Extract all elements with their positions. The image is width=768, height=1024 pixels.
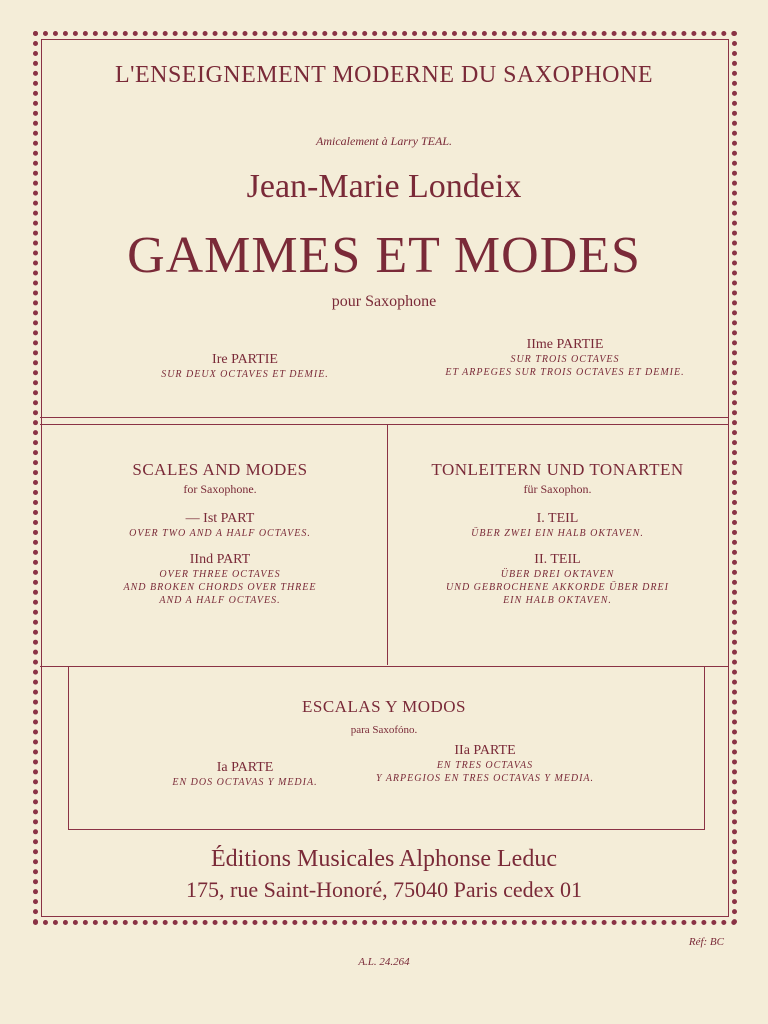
german-part2-desc-1: ÜBER DREI OKTAVEN: [500, 569, 615, 580]
divider-rule-top: [40, 417, 728, 418]
english-part2-desc-3: AND A HALF OCTAVES.: [159, 595, 281, 606]
french-part1-title: Ire PARTIE: [212, 352, 278, 367]
english-subtitle: for Saxophone.: [183, 482, 257, 496]
dedication: Amicalement à Larry TEAL.: [316, 134, 452, 148]
french-part2-title: IIme PARTIE: [526, 337, 604, 352]
series-title: L'ENSEIGNEMENT MODERNE DU SAXOPHONE: [114, 62, 654, 88]
english-title: SCALES AND MODES: [132, 460, 308, 479]
english-part1-title: — Ist PART: [185, 511, 255, 526]
catalog-number: A.L. 24.264: [358, 956, 410, 968]
french-part1-desc: SUR DEUX OCTAVES ET DEMIE.: [161, 369, 329, 380]
composer-name: Jean-Marie Londeix: [246, 168, 522, 205]
french-part-2: [410, 337, 720, 379]
english-section: [60, 460, 380, 607]
german-subtitle: für Saxophon.: [523, 482, 592, 496]
column-divider: [387, 425, 388, 665]
german-part2-desc-2: UND GEBROCHENE AKKORDE ÜBER DREI: [446, 582, 669, 593]
english-part2-desc-1: OVER THREE OCTAVES: [159, 569, 281, 580]
spanish-box-top: [40, 666, 728, 667]
publisher-address: 175, rue Saint-Honoré, 75040 Paris cedex 01: [186, 877, 582, 902]
german-part1-desc: ÜBER ZWEI EIN HALB OKTAVEN.: [471, 528, 644, 539]
spanish-box-left: [68, 666, 69, 829]
main-title: GAMMES ET MODES: [127, 227, 641, 284]
spanish-part1-title: Ia PARTE: [216, 760, 274, 775]
subtitle: pour Saxophone: [331, 293, 437, 310]
english-part1-desc: OVER TWO AND A HALF OCTAVES.: [129, 528, 311, 539]
german-section: [400, 460, 715, 607]
german-part2-desc-3: EIN HALB OKTAVEN.: [503, 595, 612, 606]
spanish-box-bottom: [68, 829, 705, 830]
spanish-part1-desc: EN DOS OCTAVAS Y MEDIA.: [172, 777, 318, 788]
spanish-title: ESCALAS Y MODOS: [302, 697, 466, 716]
spanish-box-right: [704, 666, 705, 829]
spanish-part-1: [150, 760, 340, 789]
divider-rule-bottom: [40, 424, 728, 425]
publisher-name: Éditions Musicales Alphonse Leduc: [211, 846, 557, 872]
french-part2-desc-2: ET ARPEGES SUR TROIS OCTAVES ET DEMIE.: [445, 367, 685, 378]
french-part2-desc-1: SUR TROIS OCTAVES: [510, 354, 620, 365]
english-part2-title: IInd PART: [189, 552, 251, 567]
spanish-subtitle: para Saxofóno.: [350, 724, 418, 736]
german-part1-title: I. TEIL: [536, 511, 579, 526]
reference-code: Réf: BC: [688, 936, 724, 948]
german-title: TONLEITERN UND TONARTEN: [431, 460, 684, 479]
german-part2-title: II. TEIL: [534, 552, 581, 567]
english-part2-desc-2: AND BROKEN CHORDS OVER THREE: [123, 582, 317, 593]
spanish-part2-title: IIa PARTE: [454, 743, 516, 758]
spanish-part-2: [340, 743, 630, 785]
spanish-part2-desc-1: EN TRES OCTAVAS: [436, 760, 534, 771]
french-part-1: [120, 352, 370, 381]
spanish-part2-desc-2: Y ARPEGIOS EN TRES OCTAVAS Y MEDIA.: [375, 773, 595, 784]
